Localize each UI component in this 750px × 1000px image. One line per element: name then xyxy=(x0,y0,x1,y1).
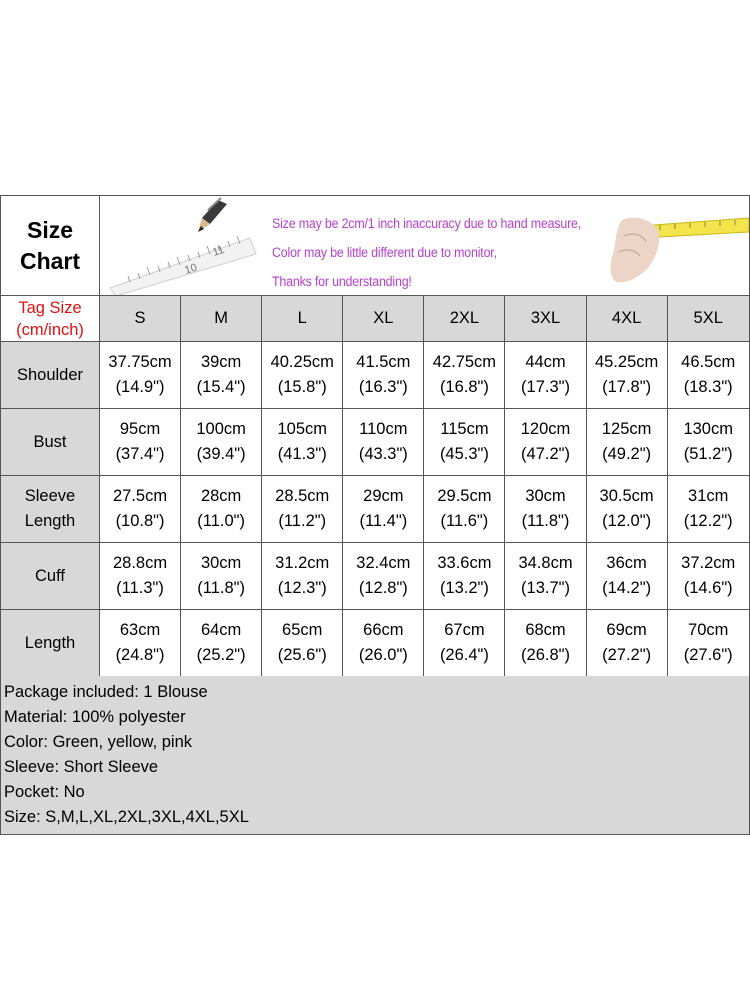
inch-value: (41.3") xyxy=(277,445,327,463)
ruler-number-10: 10 xyxy=(183,261,199,277)
header-row xyxy=(1,196,749,296)
cm-value: 66cm xyxy=(363,621,404,639)
cm-value: 29.5cm xyxy=(437,487,492,505)
cm-value: 30cm xyxy=(200,554,242,572)
measurement-cell xyxy=(100,543,181,610)
measurement-cell xyxy=(587,476,668,543)
cm-value: 31.2cm xyxy=(275,554,330,572)
cm-value: 100cm xyxy=(196,420,246,438)
measurement-cell xyxy=(668,476,749,543)
inch-value: (13.7") xyxy=(521,579,570,597)
measurement-cell xyxy=(505,543,586,610)
inch-value: (51.2") xyxy=(683,445,733,463)
inch-value: (47.2") xyxy=(521,445,570,463)
size-header-3xl: 3XL xyxy=(505,296,586,342)
inch-value: (24.8") xyxy=(115,646,165,664)
measurement-cell xyxy=(262,342,343,409)
measurement-cell xyxy=(343,610,424,677)
measurement-cell xyxy=(343,543,424,610)
cm-value: 37.2cm xyxy=(681,554,736,572)
size-header-l: L xyxy=(262,296,343,342)
measurement-cell xyxy=(424,610,505,677)
cm-value: 130cm xyxy=(683,420,733,438)
inch-value: (10.8") xyxy=(115,512,165,530)
inch-value: (39.4") xyxy=(196,445,246,463)
inch-value: (25.2") xyxy=(196,646,246,664)
size-chart-table xyxy=(0,195,750,835)
measurement-cell xyxy=(587,543,668,610)
measurement-cell xyxy=(587,342,668,409)
measurement-label xyxy=(1,476,100,543)
measurement-cell xyxy=(424,476,505,543)
measurement-label-text: Length xyxy=(24,512,76,530)
measurement-label xyxy=(1,543,100,610)
measurement-label-text: Length xyxy=(24,633,76,652)
inch-value: (11.0") xyxy=(197,512,246,530)
hand-with-tape-icon xyxy=(611,218,750,283)
inch-value: (11.2") xyxy=(278,512,327,530)
measurement-cell xyxy=(262,543,343,610)
measurement-cell xyxy=(343,476,424,543)
measurement-cell xyxy=(181,610,262,677)
ruler-left-icon xyxy=(110,236,256,296)
inch-value: (11.6") xyxy=(440,512,489,530)
measurement-cell xyxy=(668,342,749,409)
cm-value: 115cm xyxy=(440,420,489,438)
tag-size-line-2: (cm/inch) xyxy=(16,320,84,339)
cm-value: 45.25cm xyxy=(594,353,659,371)
inch-value: (49.2") xyxy=(602,445,652,463)
inch-value: (26.4") xyxy=(439,646,489,664)
inch-value: (11.3") xyxy=(116,579,164,597)
measurement-row xyxy=(1,409,749,476)
inch-value: (11.8") xyxy=(197,579,246,597)
inch-value: (27.6") xyxy=(683,646,733,664)
tag-size-label xyxy=(1,296,100,342)
cm-value: 44cm xyxy=(525,353,566,371)
cm-value: 65cm xyxy=(282,621,323,639)
cm-value: 28.5cm xyxy=(275,487,330,505)
inch-value: (43.3") xyxy=(358,445,408,463)
cm-value: 27.5cm xyxy=(112,487,168,505)
measurement-cell xyxy=(100,409,181,476)
measurement-cell xyxy=(424,342,505,409)
measurement-cell xyxy=(181,342,262,409)
cm-value: 39cm xyxy=(200,353,242,371)
cm-value: 30cm xyxy=(525,487,566,505)
measurement-row xyxy=(1,476,749,543)
cm-value: 95cm xyxy=(119,420,161,438)
measurement-label-text: Shoulder xyxy=(16,365,84,384)
title-line-1: Size xyxy=(26,216,74,243)
measurement-label-text: Sleeve xyxy=(24,487,76,505)
cm-value: 110cm xyxy=(359,420,408,438)
measurement-banner xyxy=(100,196,749,296)
measurement-cell xyxy=(262,409,343,476)
info-material: Material: 100% polyester xyxy=(4,708,186,726)
cm-value: 70cm xyxy=(688,621,729,639)
cm-value: 125cm xyxy=(601,420,652,438)
cm-value: 32.4cm xyxy=(356,554,411,572)
inch-value: (26.8") xyxy=(521,646,570,664)
measurement-cell xyxy=(668,409,749,476)
cm-value: 42.75cm xyxy=(432,353,497,371)
size-header-s: S xyxy=(100,296,181,342)
inch-value: (17.8") xyxy=(602,378,652,396)
measurement-cell xyxy=(181,409,262,476)
measurement-cell xyxy=(262,610,343,677)
cm-value: 33.6cm xyxy=(437,554,492,572)
info-pocket: Pocket: No xyxy=(4,783,85,801)
measurement-cell xyxy=(505,342,586,409)
inch-value: (14.2") xyxy=(602,579,652,597)
size-header-2xl: 2XL xyxy=(424,296,505,342)
cm-value: 31cm xyxy=(688,487,729,505)
measurement-row xyxy=(1,610,749,677)
cm-value: 67cm xyxy=(444,621,485,639)
cm-value: 34.8cm xyxy=(518,554,573,572)
cm-value: 46.5cm xyxy=(681,353,736,371)
info-sleeve: Sleeve: Short Sleeve xyxy=(4,758,159,776)
inch-value: (15.8") xyxy=(277,378,327,396)
cm-value: 40.25cm xyxy=(270,353,334,371)
measurement-cell xyxy=(424,409,505,476)
cm-value: 36cm xyxy=(606,554,647,572)
inch-value: (16.3") xyxy=(358,378,408,396)
measurement-cell xyxy=(181,543,262,610)
measurement-label xyxy=(1,610,100,677)
cm-value: 69cm xyxy=(606,621,647,639)
inch-value: (13.2") xyxy=(439,579,489,597)
measurement-cell xyxy=(668,610,749,677)
info-package: Package included: 1 Blouse xyxy=(4,683,208,701)
note-thanks: Thanks for understanding! xyxy=(272,274,412,289)
inch-value: (12.2") xyxy=(683,512,733,530)
measurement-row xyxy=(1,342,749,409)
size-header-4xl: 4XL xyxy=(587,296,668,342)
inch-value: (14.9") xyxy=(115,378,165,396)
cm-value: 37.75cm xyxy=(108,353,172,371)
inch-value: (45.3") xyxy=(439,445,489,463)
measurement-label xyxy=(1,342,100,409)
info-size: Size: S,M,L,XL,2XL,3XL,4XL,5XL xyxy=(4,808,249,826)
inch-value: (15.4") xyxy=(196,378,246,396)
inch-value: (16.8") xyxy=(439,378,489,396)
note-inaccuracy: Size may be 2cm/1 inch inaccuracy due to hand measure, xyxy=(272,216,582,231)
cm-value: 29cm xyxy=(363,487,404,505)
measurement-cell xyxy=(587,409,668,476)
inch-value: (26.0") xyxy=(358,646,408,664)
cm-value: 105cm xyxy=(277,420,327,438)
measurement-cell xyxy=(505,476,586,543)
cm-value: 28cm xyxy=(200,487,242,505)
measurement-cell xyxy=(100,610,181,677)
cm-value: 68cm xyxy=(525,621,566,639)
tag-size-line-1: Tag Size xyxy=(18,298,82,317)
cm-value: 64cm xyxy=(200,621,242,639)
measurement-cell xyxy=(505,409,586,476)
measurement-label-text: Bust xyxy=(33,432,67,451)
measurement-cell xyxy=(100,342,181,409)
inch-value: (25.6") xyxy=(277,646,327,664)
measurement-cell xyxy=(505,610,586,677)
inch-value: (27.2") xyxy=(602,646,652,664)
ruler-number-11: 11 xyxy=(211,243,226,259)
size-header-xl: XL xyxy=(343,296,424,342)
measurement-cell xyxy=(343,342,424,409)
size-header-m: M xyxy=(181,296,262,342)
tag-size-row xyxy=(1,296,749,342)
measurement-label-text: Cuff xyxy=(35,566,65,585)
cm-value: 28.8cm xyxy=(112,554,168,572)
inch-value: (12.0") xyxy=(602,512,652,530)
product-info xyxy=(1,676,749,834)
inch-value: (12.8") xyxy=(358,579,408,597)
title-line-2: Chart xyxy=(19,247,81,274)
note-color: Color may be little different due to monitor, xyxy=(272,245,497,260)
inch-value: (14.6") xyxy=(683,579,733,597)
inch-value: (11.4") xyxy=(359,512,408,530)
measurement-label xyxy=(1,409,100,476)
cm-value: 63cm xyxy=(119,621,161,639)
cm-value: 120cm xyxy=(520,420,571,438)
inch-value: (12.3") xyxy=(277,579,327,597)
measurement-cell xyxy=(262,476,343,543)
measurement-cell xyxy=(343,409,424,476)
pencil-icon xyxy=(198,198,227,232)
measurement-cell xyxy=(424,543,505,610)
inch-value: (18.3") xyxy=(683,378,733,396)
inch-value: (11.8") xyxy=(521,512,570,530)
cm-value: 41.5cm xyxy=(356,353,411,371)
measurement-row xyxy=(1,543,749,610)
cm-value: 30.5cm xyxy=(599,487,654,505)
measurement-cell xyxy=(668,543,749,610)
measurement-cell xyxy=(587,610,668,677)
info-color: Color: Green, yellow, pink xyxy=(4,733,193,751)
inch-value: (37.4") xyxy=(115,445,165,463)
measurement-cell xyxy=(181,476,262,543)
size-header-5xl: 5XL xyxy=(668,296,749,342)
measurement-cell xyxy=(100,476,181,543)
size-chart-title xyxy=(1,196,100,296)
inch-value: (17.3") xyxy=(521,378,570,396)
